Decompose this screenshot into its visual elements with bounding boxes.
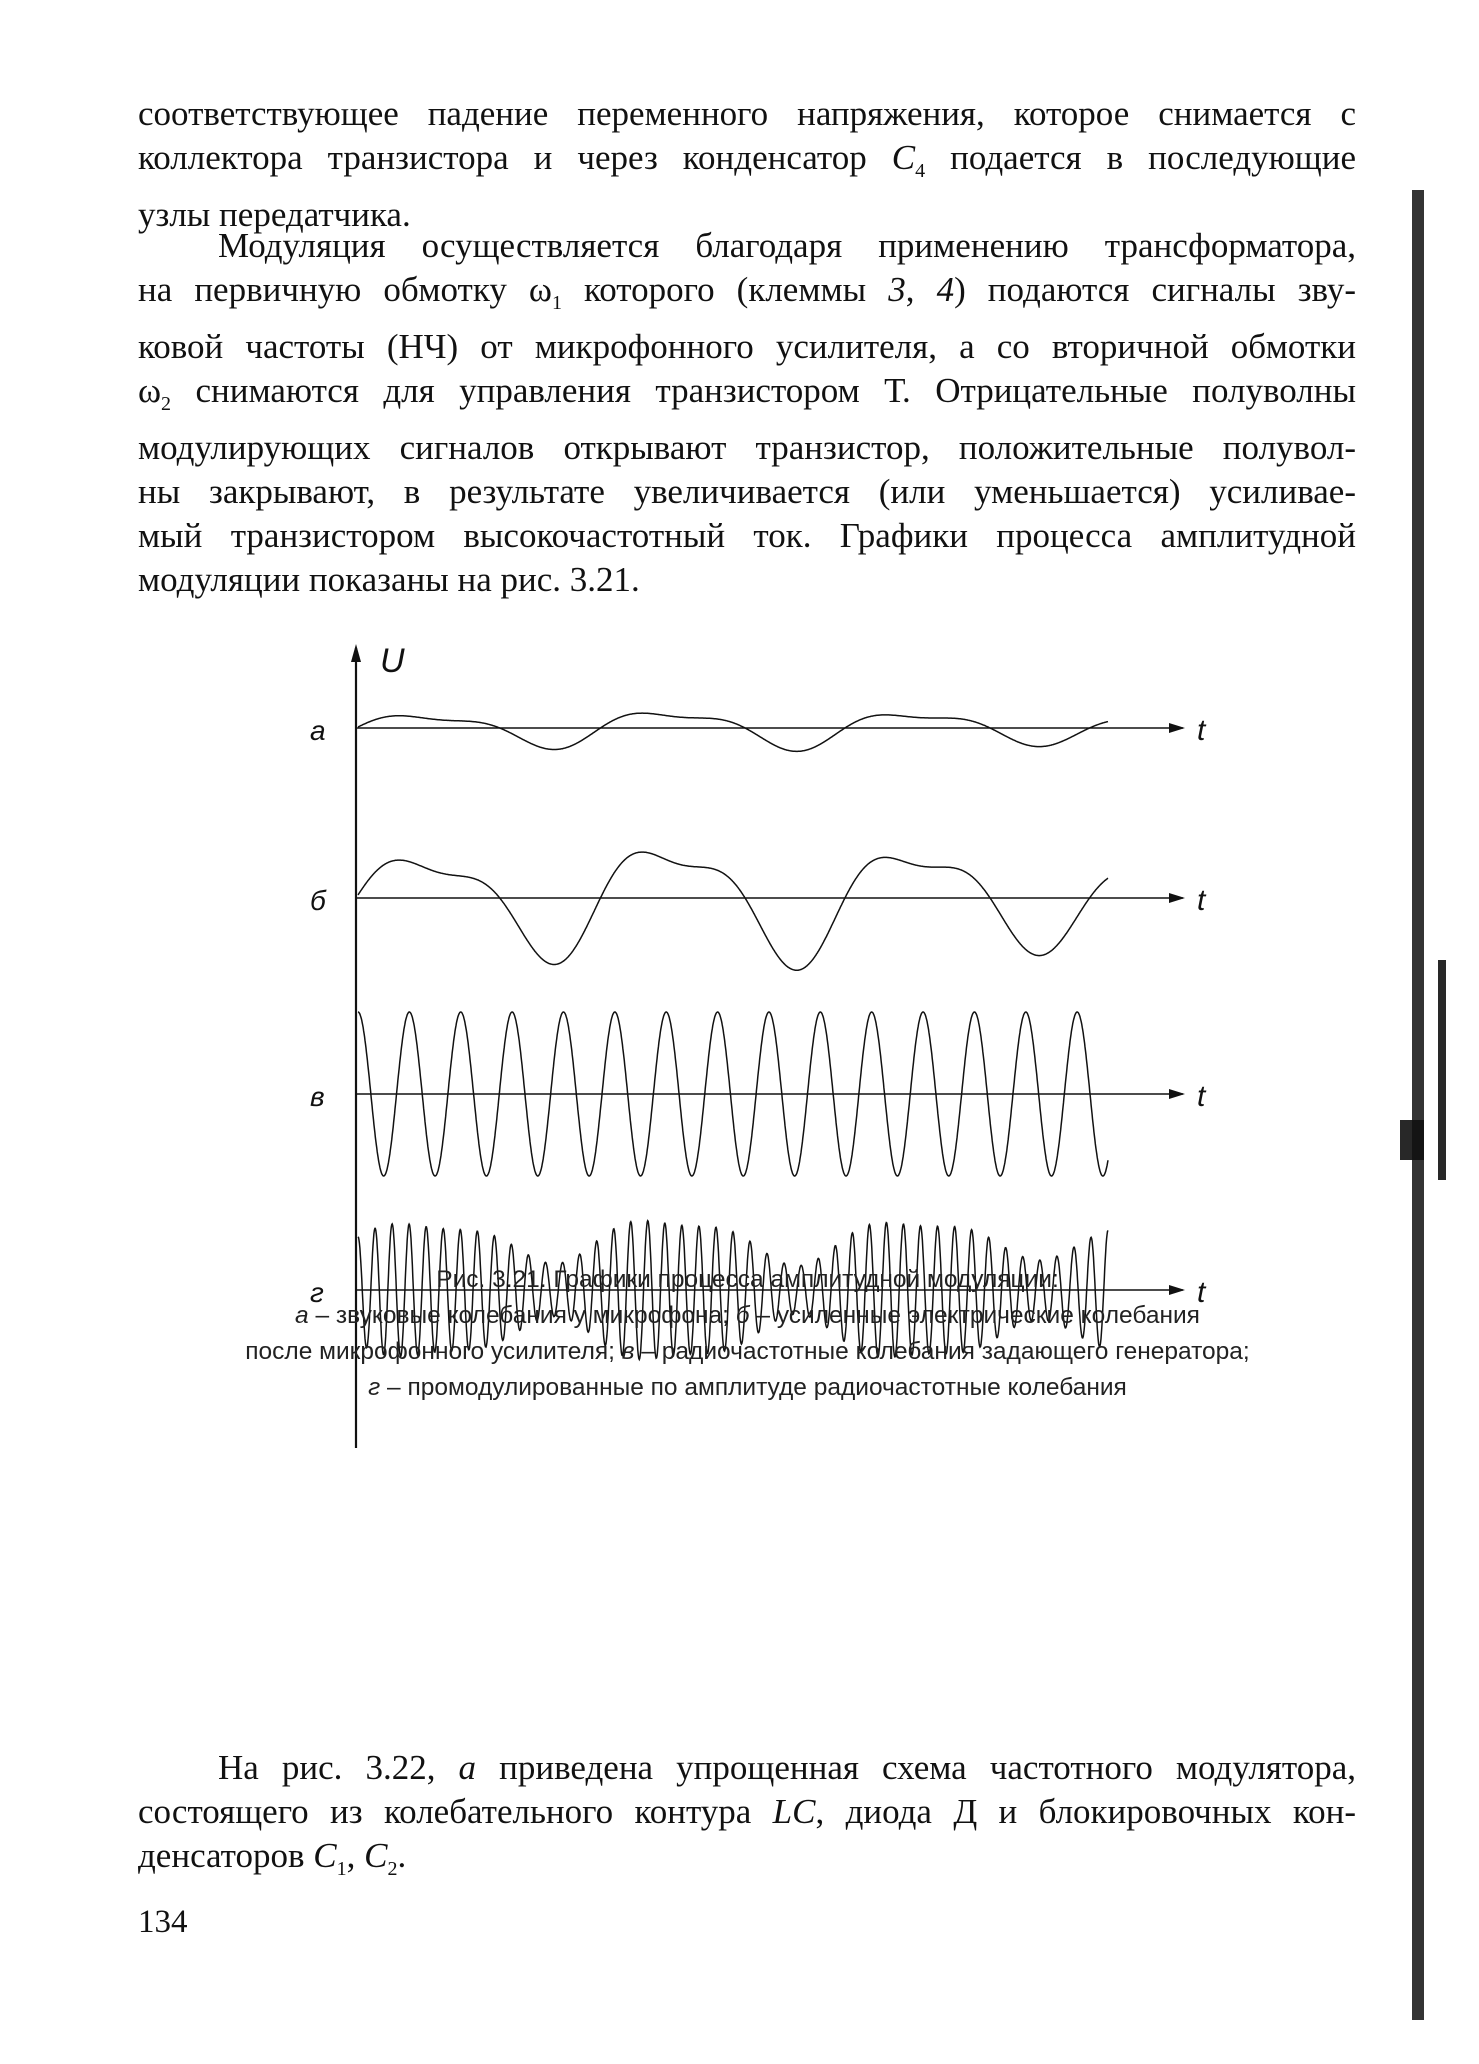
caption-line: г – промодулированные по амплитуде радиочастотные колебания [368,1374,1127,1401]
text-line: узлы передатчика. [138,195,411,234]
waveform-row-3 [310,1012,1207,1176]
text-line: денсаторов $C_1$, $C_2$. [138,1836,407,1880]
scan-edge-shadow [1412,190,1424,2020]
text-line: коллектора транзистора и через конденсатор $C_4$ подается в последующие [138,138,1357,182]
waveform-row-2 [310,852,1207,970]
text-line: модуляции показаны на рис. 3.21. [138,560,640,599]
text-line: На рис. 3.22, а приведена упрощенная схема частотного модулятора, [218,1748,1356,1787]
text-line: $\omega_2$ снимаются для управления транзистором Т. Отрицательные полуволны [138,371,1356,415]
time-label: t [1197,1080,1206,1113]
caption-title: Рис. 3.21. Графики процесса амплитудной модуляции: [436,1266,1059,1293]
time-axis-arrow [1169,1089,1185,1099]
caption-line: а – звуковые колебания у микрофона; б – усиленные электрические колебания [295,1302,1200,1329]
u-axis-arrow [351,644,361,662]
caption-line: после микрофонного усилителя; в – радиочастотные колебания задающего генератора; [245,1338,1250,1365]
text-line: мый транзистором высокочастотный ток. Графики процесса амплитудной [138,516,1356,555]
row-letter: б [310,885,326,916]
figure-caption [140,1262,1355,1406]
time-axis-arrow [1169,893,1185,903]
waveform-amplified [358,852,1108,970]
text-line: модулирующих сигналов открывают транзистор, положительные полувол- [138,428,1356,467]
row-letter: г [310,1277,324,1308]
time-axis-arrow [1169,723,1185,733]
paragraph-fm-modulator [138,1746,1356,1891]
text-line: на первичную обмотку $\omega_1$ которого (клеммы 3, 4) подаются сигналы зву- [138,270,1357,314]
text-line: ны закрывают, в результате увеличивается (или уменьшается) усиливае- [138,472,1356,511]
text-line: состоящего из колебательного контура LC, диода Д и блокировочных кон- [138,1792,1356,1831]
time-label: t [1197,714,1206,747]
waveform-audio [358,713,1108,751]
waveform-row-1 [310,713,1207,751]
text-line: ковой частоты (НЧ) от микрофонного усилителя, а со вторичной обмотки [138,327,1356,366]
scan-edge-shadow [1400,1120,1424,1160]
row-letter: а [310,715,326,746]
u-axis-label: U [380,642,405,680]
time-label: t [1197,884,1206,917]
text-line: Модуляция осуществляется благодаря применению трансформатора, [218,226,1356,265]
row-letter: в [310,1081,325,1112]
scan-edge-shadow [1438,960,1446,1180]
time-label: t [1197,1276,1206,1309]
text-line: соответствующее падение переменного напряжения, которое снимается с [138,94,1356,133]
page-number: 134 [138,1904,188,1940]
